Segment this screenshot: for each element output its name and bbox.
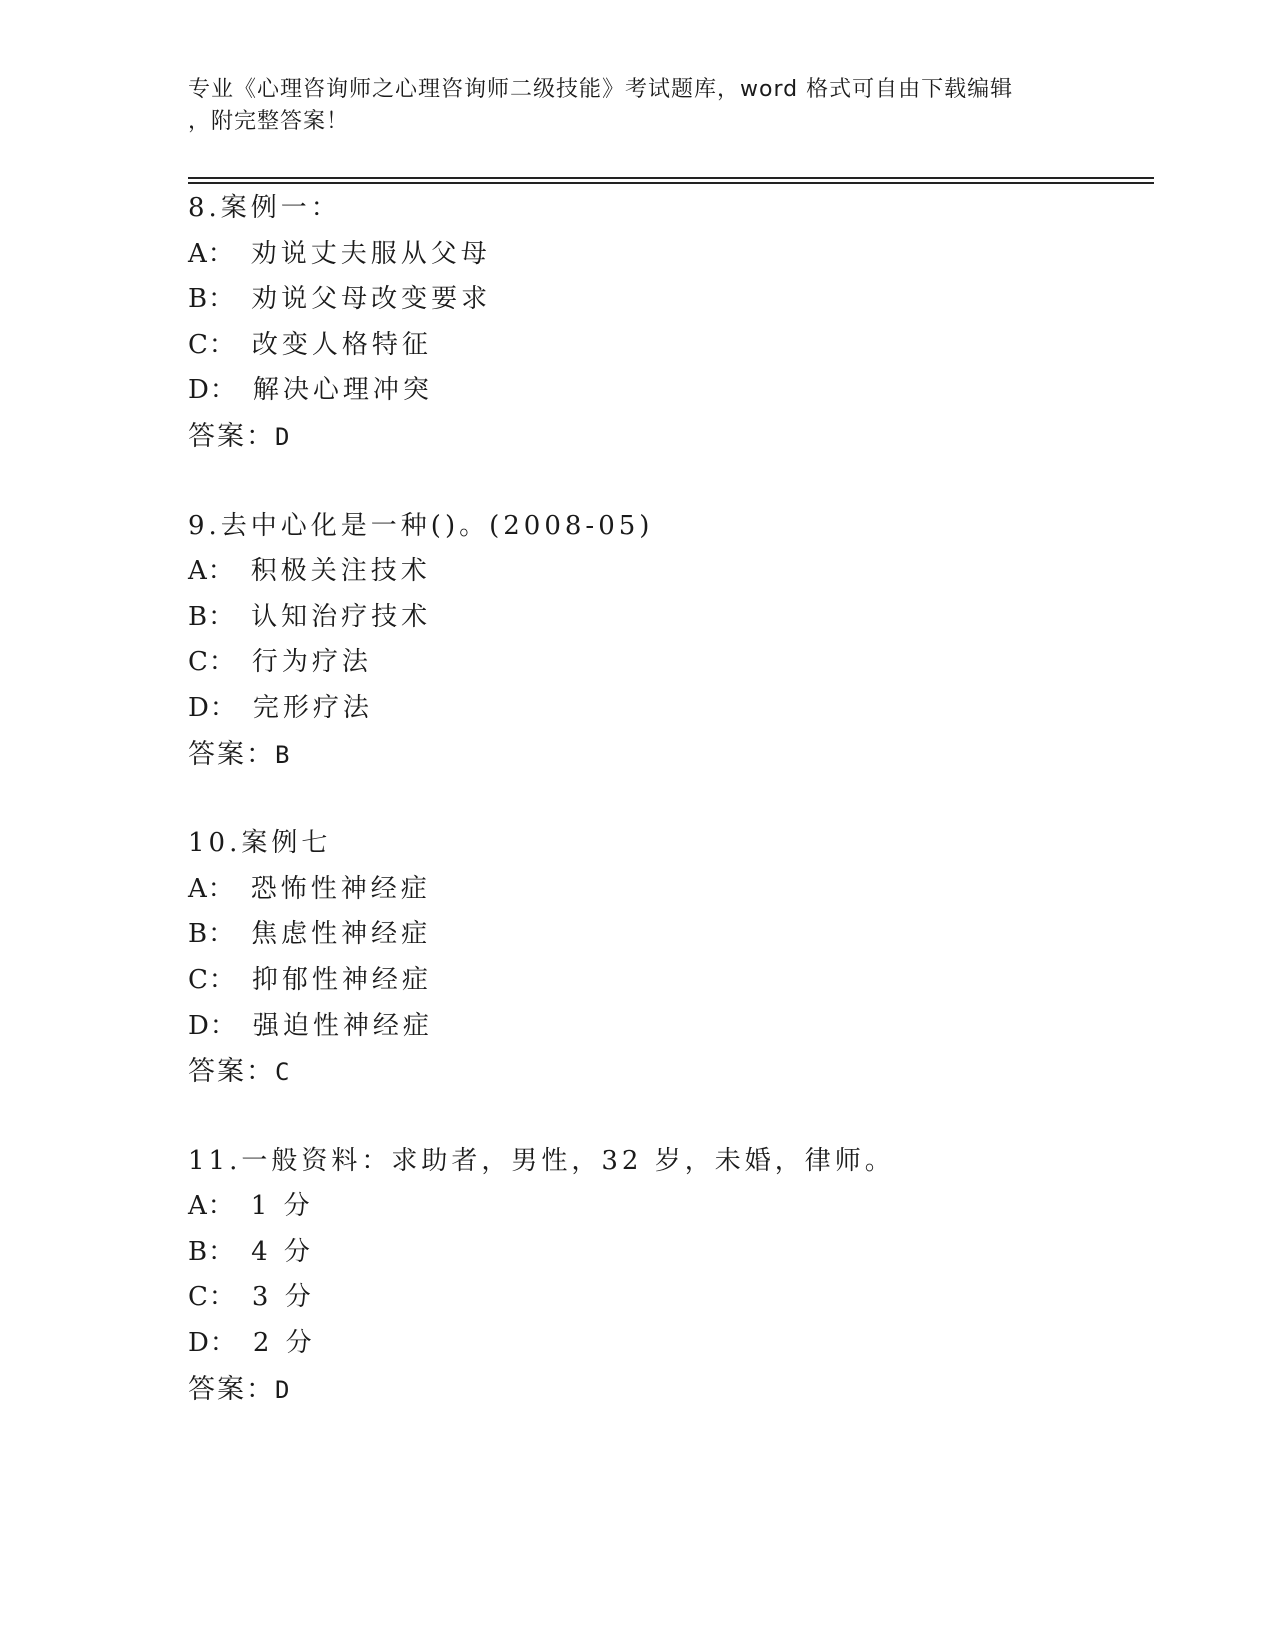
option-text: 改变人格特征 [251,329,432,360]
option-a [188,1184,1148,1230]
option-text: 4 分 [251,1236,314,1267]
option-text: 认知治疗技术 [251,601,432,632]
question-stem: 9.去中心化是一种()。(2008-05) [188,510,654,541]
option-b [188,595,1148,641]
option-key: A： [188,238,235,269]
document-header [188,74,1088,138]
option-b [188,277,1148,323]
question-stem: 11.一般资料：求助者，男性，32 岁，未婚，律师。 [188,1145,895,1176]
option-text: 恐怖性神经症 [250,873,431,904]
option-text: 1 分 [250,1191,314,1222]
option-text: 抑郁性神经症 [251,964,432,995]
option-key: C： [188,1282,236,1313]
option-text: 2 分 [252,1328,316,1359]
header-line-2: ，附完整答案！ [188,109,350,134]
answer-value: D [275,422,292,451]
option-d [188,1004,1148,1050]
option-d [188,686,1148,732]
option-key: D： [188,1010,237,1041]
option-b [188,1230,1148,1276]
option-key: D： [188,1328,237,1359]
answer-value: C [275,1058,292,1087]
answer-value: D [275,1375,292,1404]
option-c [188,640,1148,686]
option-a [188,232,1148,278]
answer-value: B [275,740,292,769]
question-list [188,186,1148,1456]
option-text: 行为疗法 [251,647,372,678]
option-b [188,912,1148,958]
option-key: A： [188,556,235,587]
option-key: A： [188,1191,235,1222]
question-9 [188,504,1148,778]
option-key: D： [188,375,237,406]
option-key: C： [188,647,236,678]
option-text: 劝说丈夫服从父母 [250,238,491,269]
option-d [188,1321,1148,1367]
option-text: 劝说父母改变要求 [251,284,492,315]
option-text: 3 分 [251,1282,315,1313]
option-a [188,867,1148,913]
answer-label: 答案： [188,420,275,452]
question-stem: 10.案例七 [188,828,332,859]
option-a [188,549,1148,595]
option-c [188,323,1148,369]
answer-line [188,1367,1148,1413]
header-divider-bottom [188,182,1154,184]
answer-label: 答案： [188,1373,275,1405]
option-text: 积极关注技术 [250,556,431,587]
answer-label: 答案： [188,1056,275,1088]
option-key: D： [188,692,237,723]
option-text: 解决心理冲突 [252,375,433,406]
answer-label: 答案： [188,738,275,770]
question-stem: 8.案例一： [188,193,341,223]
option-text: 完形疗法 [252,692,373,723]
option-key: C： [188,964,236,995]
option-key: B： [188,601,236,632]
question-8 [188,186,1148,460]
option-key: C： [188,329,236,360]
option-c [188,958,1148,1004]
option-text: 焦虑性神经症 [251,919,432,950]
option-text: 强迫性神经症 [252,1010,433,1041]
option-c [188,1275,1148,1321]
answer-line [188,732,1148,778]
header-line-1: 专业《心理咨询师之心理咨询师二级技能》考试题库，word 格式可自由下载编辑 [188,77,1014,102]
option-key: B： [188,284,236,315]
header-divider-top [188,177,1154,179]
option-key: B： [188,919,236,950]
option-key: B： [188,1236,236,1267]
answer-line [188,414,1148,460]
option-d [188,368,1148,414]
option-key: A： [188,873,235,904]
answer-line [188,1049,1148,1095]
question-11 [188,1139,1148,1413]
question-10 [188,821,1148,1095]
